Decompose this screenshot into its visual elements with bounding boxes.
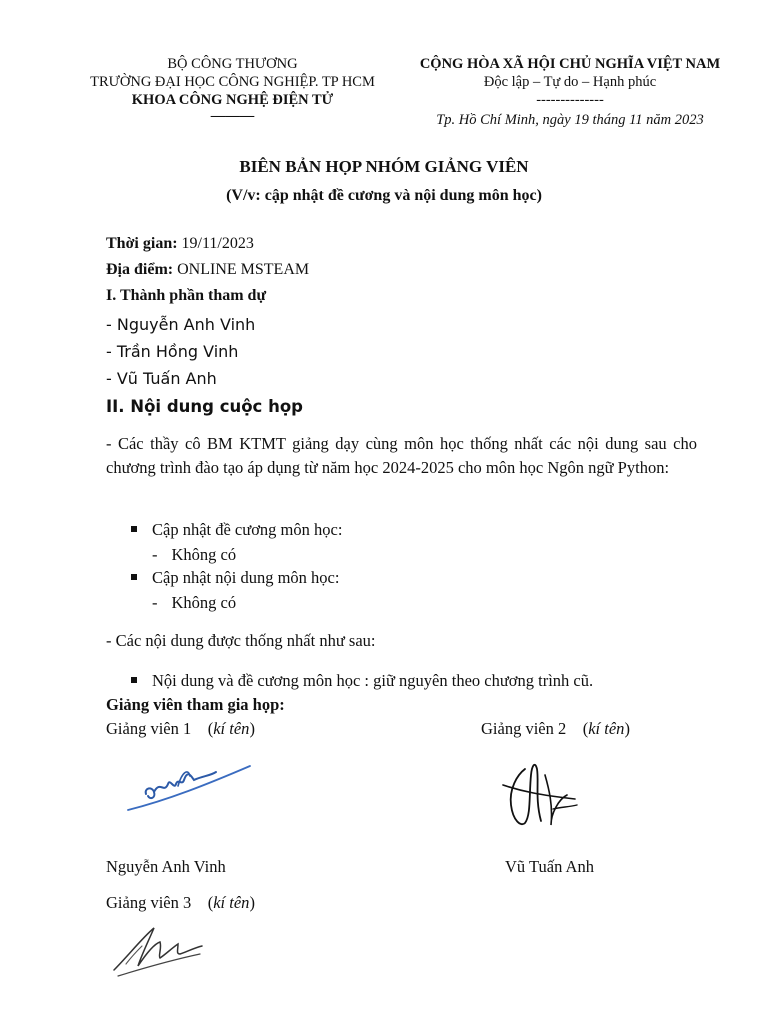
square-bullet-icon	[131, 574, 137, 580]
document-title: BIÊN BẢN HỌP NHÓM GIẢNG VIÊN	[239, 157, 529, 176]
lecturer-label: Giảng viên 2	[481, 719, 567, 738]
signature-3-image	[108, 920, 208, 980]
lecturer-1-name: Nguyễn Anh Vinh	[106, 857, 226, 876]
lecturer-2-name: Vũ Tuấn Anh	[505, 857, 594, 876]
header-right-rule: --------------	[536, 92, 604, 108]
square-bullet-icon	[131, 526, 137, 532]
header-left-rule: ———	[210, 108, 255, 124]
signatures-heading: Giảng viên tham gia họp:	[106, 695, 285, 714]
place-label: Địa điểm:	[106, 261, 174, 278]
meeting-place	[106, 261, 309, 279]
square-bullet-icon	[131, 677, 137, 683]
document-date: Tp. Hồ Chí Minh, ngày 19 tháng 11 năm 2023	[436, 112, 704, 128]
time-value: 19/11/2023	[177, 235, 254, 252]
dash-bullet-icon: -	[152, 593, 158, 612]
agreed-item-label: Nội dung và đề cương môn học : giữ nguyên theo chương trình cũ.	[152, 671, 594, 690]
lecturer-2-label: Giảng viên 2 (kí tên)	[481, 719, 630, 738]
meeting-intro-paragraph: - Các thầy cô BM KTMT giảng dạy cùng môn học thống nhất các nội dung sau cho chương trình đào tạo áp dụng từ năm học 2024-2025 cho môn học Ngôn ngữ Python:	[106, 434, 697, 477]
ministry-name: BỘ CÔNG THƯƠNG	[167, 56, 298, 72]
lecturer-label: Giảng viên 1	[106, 719, 192, 738]
dash-bullet-icon: -	[152, 545, 158, 564]
sub-list-item-label: Không có	[171, 593, 237, 612]
sub-list-item	[152, 593, 236, 613]
member-item: - Vũ Tuấn Anh	[106, 369, 217, 388]
member-item: - Trần Hồng Vinh	[106, 342, 239, 361]
list-item-label: Cập nhật nội dung môn học:	[152, 568, 340, 587]
country-name: CỘNG HÒA XÃ HỘI CHỦ NGHĨA VIỆT NAM	[419, 56, 721, 72]
sign-note: kí tên	[213, 719, 250, 738]
sign-note: kí tên	[213, 893, 250, 912]
place-value: ONLINE MSTEAM	[173, 261, 310, 278]
list-item-label: Cập nhật đề cương môn học:	[152, 520, 343, 539]
agreed-list-item	[131, 671, 593, 691]
list-item	[131, 568, 339, 588]
motto: Độc lập – Tự do – Hạnh phúc	[483, 74, 657, 90]
signature-2-image	[495, 755, 585, 835]
agreed-intro: - Các nội dung được thống nhất như sau:	[106, 631, 376, 650]
lecturer-label: Giảng viên 3	[106, 893, 192, 912]
list-item	[131, 520, 342, 540]
lecturer-3-label: Giảng viên 3 (kí tên)	[106, 893, 255, 912]
university-name: TRƯỜNG ĐẠI HỌC CÔNG NGHIỆP. TP HCM	[90, 74, 375, 90]
meeting-time	[106, 235, 254, 253]
sub-list-item-label: Không có	[171, 545, 237, 564]
time-label: Thời gian:	[106, 235, 178, 252]
header-right	[400, 55, 740, 129]
sign-note: kí tên	[588, 719, 625, 738]
section1-heading: I. Thành phần tham dự	[106, 287, 267, 304]
signature-1-image	[118, 750, 258, 820]
lecturer-1-label: Giảng viên 1 (kí tên)	[106, 719, 255, 738]
document-subtitle: (V/v: cập nhật đề cương và nội dung môn học)	[226, 187, 542, 204]
header-left	[70, 55, 395, 123]
faculty-name: KHOA CÔNG NGHỆ ĐIỆN TỬ	[131, 92, 334, 108]
member-item: - Nguyễn Anh Vinh	[106, 315, 256, 334]
sub-list-item	[152, 545, 236, 565]
section2-heading: II. Nội dung cuộc họp	[106, 397, 303, 416]
